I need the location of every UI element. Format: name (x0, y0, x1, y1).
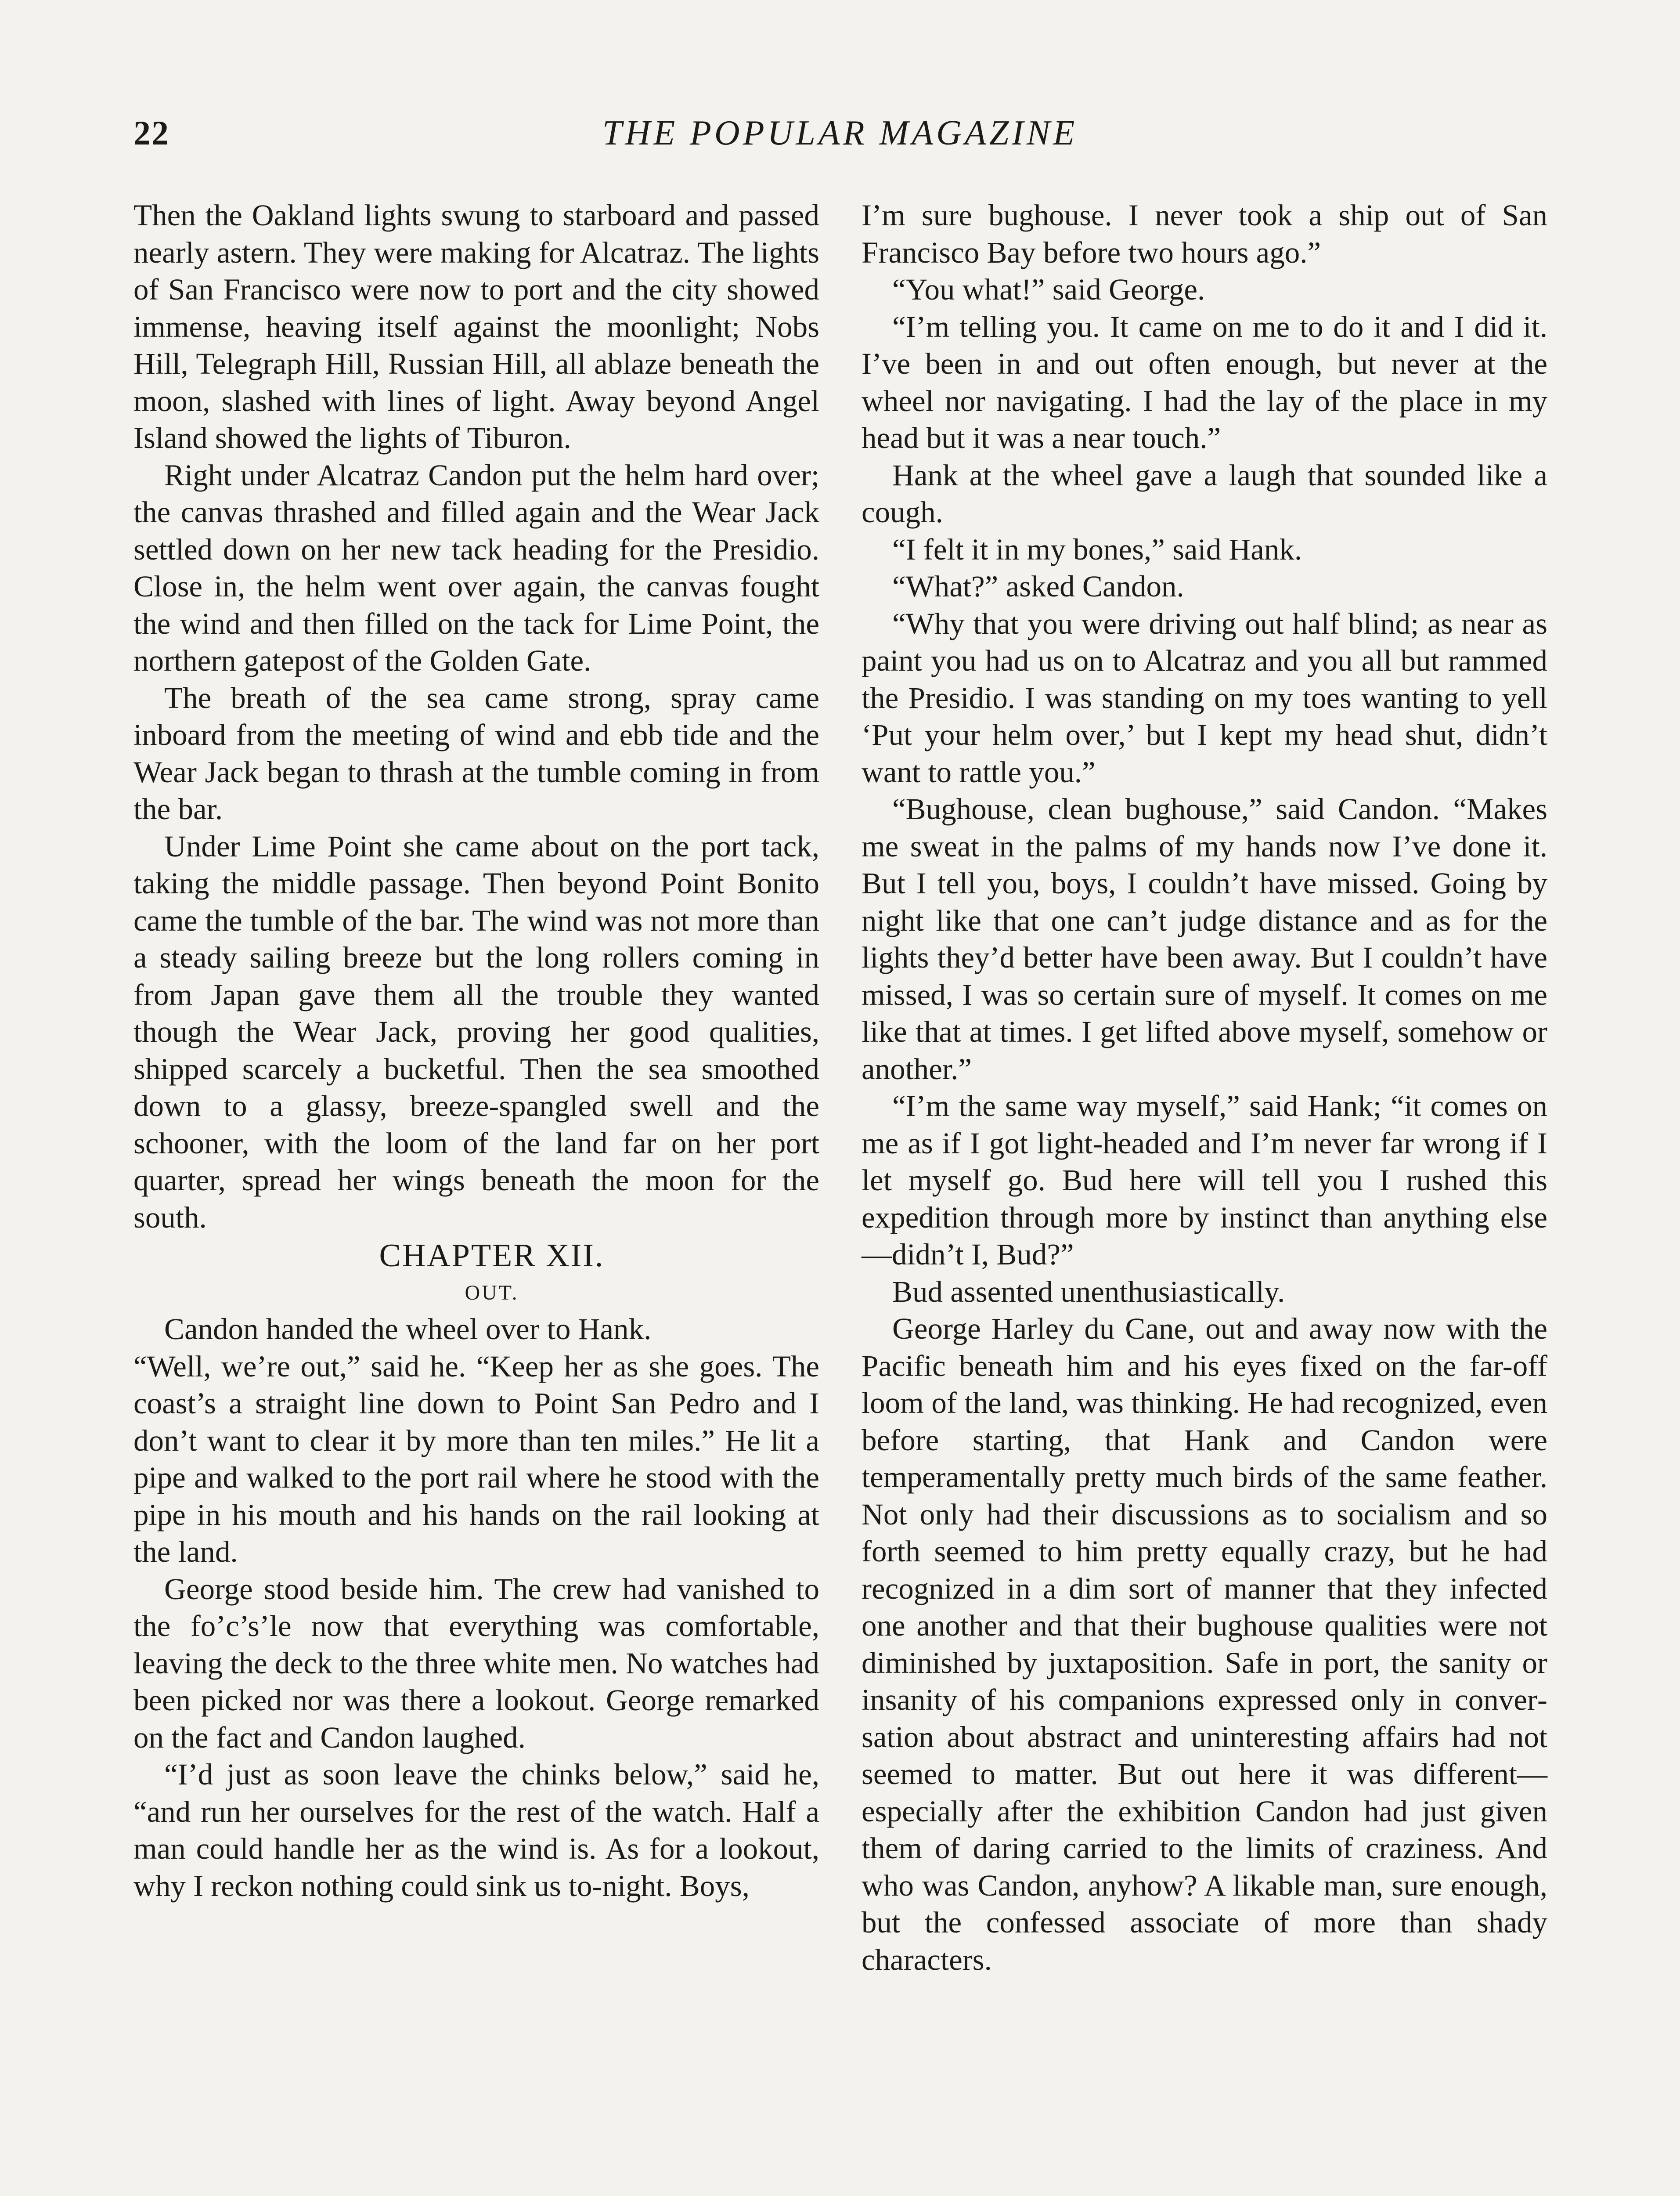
paragraph: “Why that you were driving out half blind; as near as paint you had us on to Alcatraz and you all but rammed the Presidio. I was standing on my toes wanting to yell ‘Put your helm over,’ but I kept my head shut, didn’t want to rattle you.” (862, 607, 1547, 789)
right-column (862, 197, 1547, 1978)
paragraph: Then the Oakland lights swung to starboard and passed nearly astern. They were making for Alcatraz. The lights of San Francisco were now to port and the city showed immense, heaving itself against the moonlight; Nobs Hill, Telegraph Hill, Russian Hill, all ablaze beneath the moon, slashed with lines of light. Away beyond Angel Island showed the lights of Tiburon. (133, 199, 819, 455)
paragraph: “Bughouse, clean bughouse,” said Candon. “Makes me sweat in the palms of my hands now I’ve done it. But I tell you, boys, I couldn’t have missed. Going by night like that one can’t judge distance and as for the lights they’d better have been away. But I couldn’t have missed, I was so certain sure of myself. It comes on me like that at times. I get lifted above myself, somehow or another.” (862, 792, 1547, 1086)
paragraph: Candon handed the wheel over to Hank. (164, 1312, 652, 1346)
paragraph: “I’d just as soon leave the chinks below,” said he, “and run her ourselves for the rest of the watch. Half a man could handle her as the wind is. As for a lookout, why I reckon nothing could sink us to-night. Boys, (133, 1758, 819, 1903)
paragraph: The breath of the sea came strong, spray came inboard from the meeting of wind and ebb tide and the Wear Jack began to thrash at the tumble coming in from the bar. (133, 681, 819, 826)
paragraph: I’m sure bughouse. I never took a ship out of San Francisco Bay before two hours ago.” (862, 199, 1547, 269)
left-column (133, 197, 819, 1904)
page-number: 22 (133, 114, 169, 152)
paragraph: Bud assented unenthusiastically. (892, 1275, 1285, 1308)
paragraph: Under Lime Point she came about on the port tack, taking the middle passage. Then beyond Point Bonito came the tumble of the bar. The wind was not more than a steady sailing breeze but the long rollers coming in from Japan gave them all the trouble they wanted though the Wear Jack, proving her good qualities, shipped scarcely a bucketful. Then the sea smoothed down to a glassy, breeze-spangled swell and the schooner, with the loom of the land far on her port quarter, spread her wings beneath the moon for the south. (133, 829, 819, 1234)
paragraph: “What?” asked Candon. (892, 570, 1184, 603)
paragraph: George stood beside him. The crew had vanished to the fo’c’s’le now that everything was comfortable, leaving the deck to the three white men. No watches had been picked nor was there a lookout. George remarked on the fact and Candon laughed. (133, 1572, 819, 1754)
paragraph: Hank at the wheel gave a laugh that sounded like a cough. (862, 458, 1547, 529)
paragraph: “I felt it in my bones,” said Hank. (892, 532, 1302, 566)
paragraph: “I’m the same way myself,” said Hank; “it comes on me as if I got light-headed and I’m never far wrong if I let myself go. Bud here will tell you I rushed this expedition through more by instinct than anything else —didn’t I, Bud?” (862, 1089, 1547, 1271)
paragraph: “Well, we’re out,” said he. “Keep her as she goes. The coast’s a straight line down to Point San Pedro and I don’t want to clear it by more than ten miles.” He lit a pipe and walked to the port rail where he stood with the pipe in his mouth and his hands on the rail looking at the land. (133, 1349, 819, 1568)
chapter-subtitle: OUT. (465, 1281, 519, 1304)
paragraph: Right under Alcatraz Candon put the helm hard over; the canvas thrashed and filled again and the Wear Jack settled down on her new tack heading for the Presidio. Close in, the helm went over again, the canvas fought the wind and then filled on the tack for Lime Point, the northern gatepost of the Golden Gate. (133, 458, 819, 677)
paragraph: George Harley du Cane, out and away now with the Pacific beneath him and his eyes fixed on the far-off loom of the land, was thinking. He had recognized, even before starting, that Hank and Candon were temperamentally pretty much birds of the same feather. Not only had their discussions as to socialism and so forth seemed to him pretty equally crazy, but he had recognized in a dim sort of manner that they infected one another and that their bughouse qualities were not diminished by juxtaposition. Safe in port, the sanity or insanity of his companions expressed only in conversation about abstract and uninteresting affairs had not seemed to matter. But out here it was different—especially after the exhibition Candon had just given them of daring carried to the limits of craziness. And who was Candon, anyhow? A likable man, sure enough, but the confessed associate of more than shady characters. (862, 1312, 1547, 1976)
running-head: THE POPULAR MAGAZINE (602, 114, 1078, 152)
paragraph: “I’m telling you. It came on me to do it and I did it. I’ve been in and out often enough, but never at the wheel nor navigating. I had the lay of the place in my head but it was a near touch.” (862, 310, 1547, 455)
paragraph: “You what!” said George. (892, 273, 1205, 306)
chapter-title: CHAPTER XII. (379, 1238, 605, 1274)
